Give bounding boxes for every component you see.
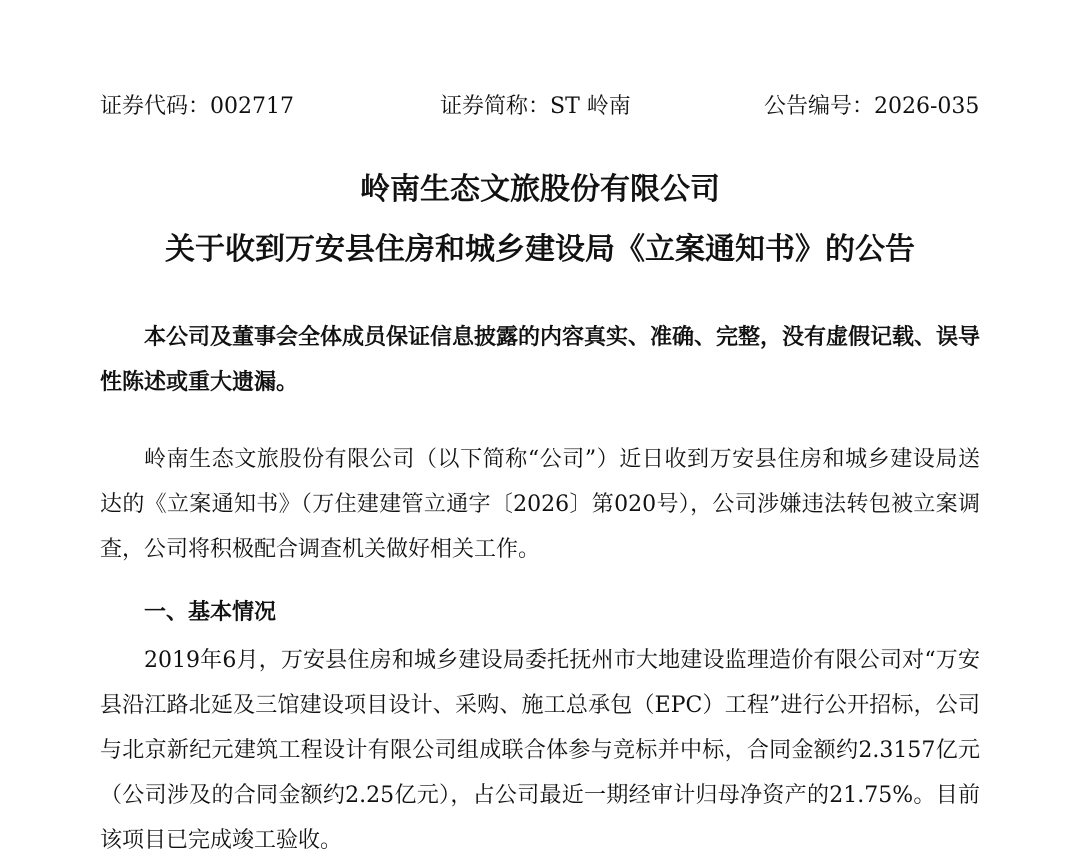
company-title: 岭南生态文旅股份有限公司 (360, 172, 720, 207)
announcement-number: 公告编号：2026-035 (764, 94, 980, 119)
stock-abbreviation: 证券简称：ST 岭南 (440, 94, 631, 119)
board-statement: 本公司及董事会全体成员保证信息披露的内容真实、准确、完整，没有虚假记载、误导性陈述或重大遗漏。 (100, 325, 981, 395)
announcement-title: 关于收到万安县住房和城乡建设局《立案通知书》的公告 (165, 232, 915, 267)
section-body-basic-info: 2019年6月，万安县住房和城乡建设局委托抚州市大地建设监理造价有限公司对“万安县沿江路北延及三馆建设项目设计、采购、施工总承包（EPC）工程”进行公开招标，公司与北京新纪元建筑工程设计有限公司组成联合体参与竞标并中标，合同金额约2.3157亿元（公司涉及的合同金额约2.25亿元），占公司最近一期经审计归母净资产的21.75%。目前该项目已完成竣工验收。 (100, 648, 980, 853)
section-heading-basic-info: 一、基本情况 (144, 600, 277, 625)
document-header (0, 90, 1080, 124)
intro-paragraph: 岭南生态文旅股份有限公司（以下简称“公司”）近日收到万安县住房和城乡建设局送达的《立案通知书》（万住建建管立通字〔2026〕第020号），公司涉嫌违法转包被立案调查，公司将积极配合调查机关做好相关工作。 (100, 447, 980, 562)
stock-code: 证券代码：002717 (100, 94, 294, 119)
